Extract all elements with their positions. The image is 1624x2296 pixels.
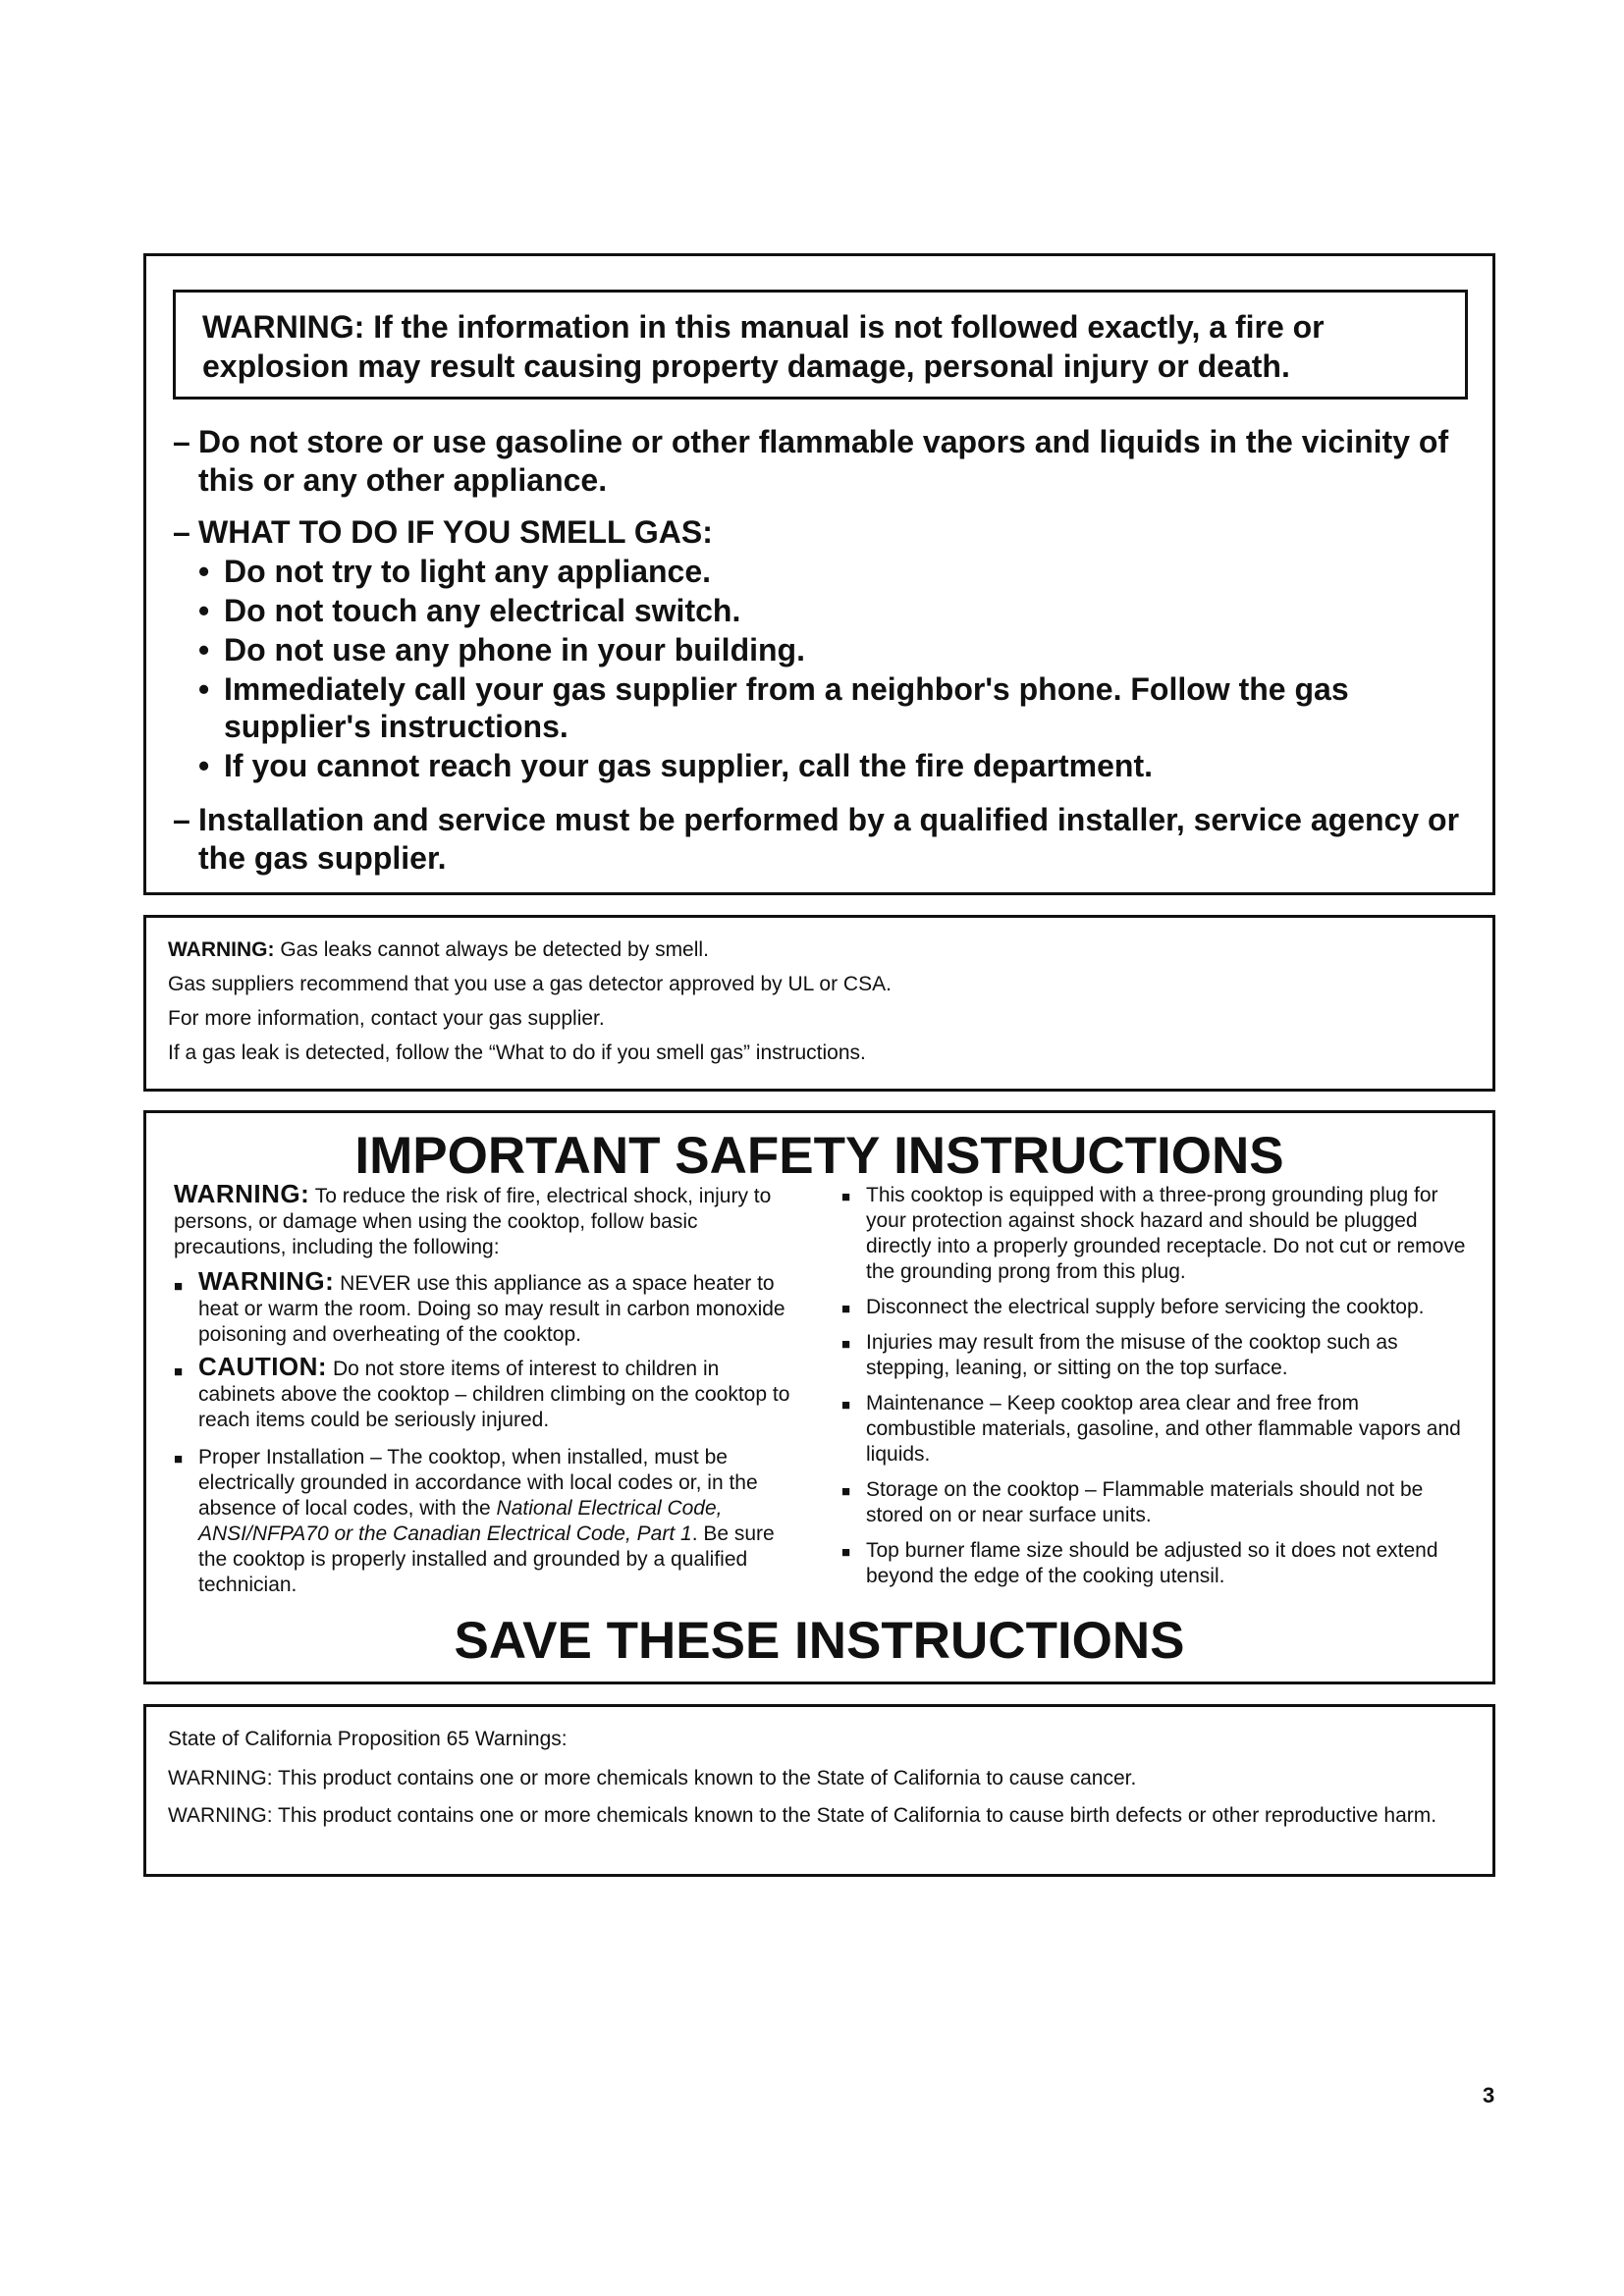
storage-warning-text: Do not store or use gasoline or other flammable vapors and liquids in the vicinity of this or any other appliance. (198, 424, 1449, 498)
smell-gas-item: • Do not touch any electrical switch. (198, 593, 741, 628)
prop65-birth-defects-warning: WARNING: This product contains one or more chemicals known to the State of California to cause birth defects or other reproductive harm. (168, 1804, 1437, 1827)
prop65-cancer-warning: WARNING: This product contains one or more chemicals known to the State of California to cause cancer. (168, 1767, 1137, 1789)
safety-item: ■ Disconnect the electrical supply before servicing the cooktop. (841, 1296, 1425, 1318)
safety-item: ■ Maintenance – Keep cooktop area clear and free from combustible materials, gasoline, and other flammable vapors and liquids. (841, 1392, 1461, 1466)
safety-item: ■ This cooktop is equipped with a three-prong grounding plug for your protection against shock hazard and should be plugged directly into a properly grounded receptacle. Do not cut or remove the grounding prong from this plug. (841, 1184, 1466, 1283)
safety-item: ■ Storage on the cooktop – Flammable materials should not be stored on or near surface units. (841, 1478, 1424, 1526)
prop65-heading: State of California Proposition 65 Warnings: (168, 1728, 568, 1750)
gas-leak-line: Gas suppliers recommend that you use a gas detector approved by UL or CSA. (168, 973, 892, 995)
safety-intro: WARNING: To reduce the risk of fire, electrical shock, injury to persons, or damage when using the cooktop, follow basic precautions, including the following: (174, 1179, 772, 1258)
safety-left-column (174, 1181, 792, 1598)
safety-item: ■ Injuries may result from the misuse of the cooktop such as stepping, leaning, or sitting on the top surface. (841, 1331, 1398, 1379)
safety-item: ■ CAUTION: Do not store items of interest to children in cabinets above the cooktop – children climbing on the cooktop to reach items could be seriously injured. (174, 1352, 790, 1431)
storage-warning: – Do not store or use gasoline or other flammable vapors and liquids in the vicinity of this or any other appliance. (173, 423, 1479, 500)
installation-warning: – Installation and service must be performed by a qualified installer, service agency or the gas supplier. (173, 801, 1479, 878)
safety-title: IMPORTANT SAFETY INSTRUCTIONS (354, 1127, 1284, 1185)
safety-right-column (841, 1183, 1470, 1589)
explosion-warning-box (173, 290, 1468, 400)
gas-warning-box (143, 253, 1495, 895)
gas-leak-line: For more information, contact your gas supplier. (168, 1007, 605, 1030)
explosion-warning-text: WARNING: If the information in this manual is not followed exactly, a fire or explosion may result causing property damage, personal injury or death. (202, 309, 1325, 384)
safety-item: ■ Top burner flame size should be adjusted so it does not extend beyond the edge of the cooking utensil. (841, 1539, 1438, 1587)
save-instructions-title: SAVE THESE INSTRUCTIONS (454, 1612, 1185, 1670)
installation-warning-text: Installation and service must be performed by a qualified installer, service agency or the gas supplier. (198, 802, 1460, 876)
smell-gas-heading: – WHAT TO DO IF YOU SMELL GAS: (173, 513, 1479, 552)
gas-leak-line: If a gas leak is detected, follow the “What to do if you smell gas” instructions. (168, 1041, 866, 1064)
prop65-box (143, 1704, 1495, 1877)
smell-gas-heading-text: WHAT TO DO IF YOU SMELL GAS: (198, 514, 713, 550)
page-number: 3 (1483, 2083, 1495, 2108)
safety-instructions-box (143, 1110, 1495, 1684)
electrical-code-reference: National Electrical Code, ANSI/NFPA70 or the Canadian Electrical Code, Part 1 (198, 1497, 723, 1545)
smell-gas-item: • Do not use any phone in your building. (198, 632, 805, 667)
safety-item: ■ Proper Installation – The cooktop, when installed, must be electrically grounded in accordance with local codes or, in the absence of local codes, with the National Electrical Code, ANSI/NFPA70 or the Canadian Electrical Code, Part 1. Be sure the cooktop is properly installed and grounded by a qualified technician. (174, 1446, 775, 1596)
safety-item: ■ WARNING: NEVER use this appliance as a space heater to heat or warm the room. Doing so may result in carbon monoxide poisoning and overheating of the cooktop. (174, 1266, 785, 1346)
smell-gas-item: • Immediately call your gas supplier from a neighbor's phone. Follow the gas supplier's instructions. (198, 671, 1349, 744)
smell-gas-item: • If you cannot reach your gas supplier, call the fire department. (198, 748, 1154, 783)
smell-gas-item: • Do not try to light any appliance. (198, 554, 712, 589)
gas-leak-line: WARNING: Gas leaks cannot always be detected by smell. (168, 938, 709, 961)
gas-leak-box (143, 915, 1495, 1092)
gas-leak-label: WARNING: (168, 938, 275, 961)
